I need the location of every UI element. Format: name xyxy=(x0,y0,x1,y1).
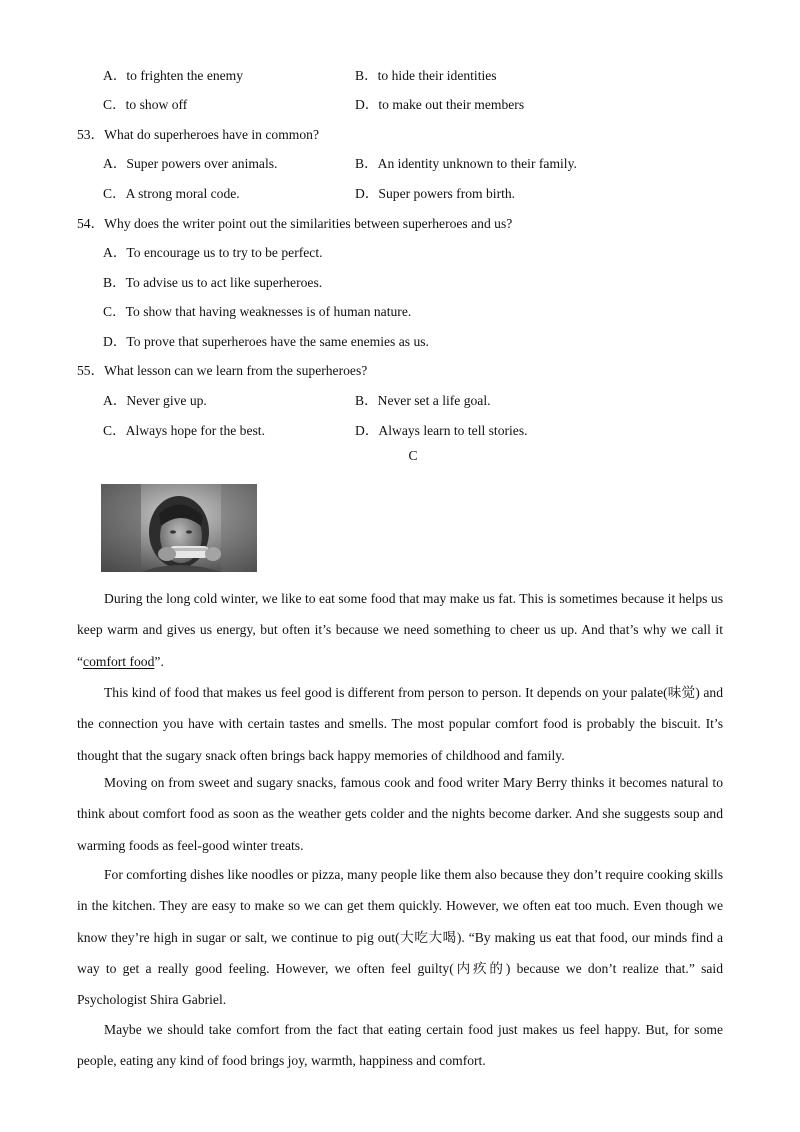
q53-option-b: B．An identity unknown to their family. xyxy=(355,156,577,171)
p5-text: Maybe we should take comfort from the fact that eating certain food just makes us feel happy. But, for some people, eating any kind of food brings joy, warmth, happiness and comfort. xyxy=(77,1022,723,1069)
p1-text-after: ”. xyxy=(154,653,164,669)
q52-option-d: D．to make out their members xyxy=(355,97,525,112)
q52-option-c: C．to show off xyxy=(103,97,188,112)
p3-text: Moving on from sweet and sugary snacks, famous cook and food writer Mary Berry thinks it becomes natural to think about comfort food as soon as the weather gets colder and the nights become darker. And she suggests soup and warming foods as feel-good winter treats. xyxy=(77,775,723,853)
q54-option-c: C．To show that having weaknesses is of human nature. xyxy=(103,304,412,319)
q55-option-d: D．Always learn to tell stories. xyxy=(355,423,528,438)
person-eating-photo xyxy=(101,484,257,572)
p1-text-before: During the long cold winter, we like to eat some food that may make us fat. This is sometimes because it helps us keep warm and gives us energy, but often it’s because we need something to cheer us up. And that’s why we call it “ xyxy=(77,591,723,669)
p4-text: For comforting dishes like noodles or pizza, many people like them also because they don’t require cooking skills in the kitchen. They are easy to make so we can get them quickly. However, we often eat too much. Even though we know they’re high in sugar or salt, we continue to pig out(大吃大喝). “By making us eat that food, our minds find a way to get a really good feeling. However, we often feel guilty(内疚的) because we don’t realize that.” said Psychologist Shira Gabriel. xyxy=(77,867,723,1008)
q54-stem: 54．Why does the writer point out the similarities between superheroes and us? xyxy=(77,216,513,231)
q53-option-d: D．Super powers from birth. xyxy=(355,186,516,201)
q52-option-a: A．to frighten the enemy xyxy=(103,68,244,83)
section-label: C xyxy=(408,448,418,463)
q55-option-a: A．Never give up. xyxy=(103,393,207,408)
passage-paragraph-4 xyxy=(77,859,723,1015)
q55-option-c: C．Always hope for the best. xyxy=(103,423,265,438)
q53-stem: 53．What do superheroes have in common? xyxy=(77,127,319,142)
q54-option-b: B．To advise us to act like superheroes. xyxy=(103,275,323,290)
p2-text: This kind of food that makes us feel good is different from person to person. It depends on your palate(味觉) and the connection you have with certain tastes and smells. The most popular comfort food is probably the biscuit. It’s thought that the sugary snack often brings back happy memories of childhood and family. xyxy=(77,685,723,763)
passage-paragraph-2 xyxy=(77,677,723,771)
q55-option-b: B．Never set a life goal. xyxy=(355,393,491,408)
q53-option-a: A．Super powers over animals. xyxy=(103,156,278,171)
q54-option-a: A．To encourage us to try to be perfect. xyxy=(103,245,323,260)
passage-paragraph-3 xyxy=(77,767,723,861)
q52-option-b: B．to hide their identities xyxy=(355,68,497,83)
q55-stem: 55．What lesson can we learn from the superheroes? xyxy=(77,363,368,378)
q53-option-c: C．A strong moral code. xyxy=(103,186,240,201)
passage-paragraph-1 xyxy=(77,583,723,677)
q54-option-d: D．To prove that superheroes have the same enemies as us. xyxy=(103,334,429,349)
comfort-food-term: comfort food xyxy=(83,653,155,669)
passage-paragraph-5 xyxy=(77,1014,723,1077)
